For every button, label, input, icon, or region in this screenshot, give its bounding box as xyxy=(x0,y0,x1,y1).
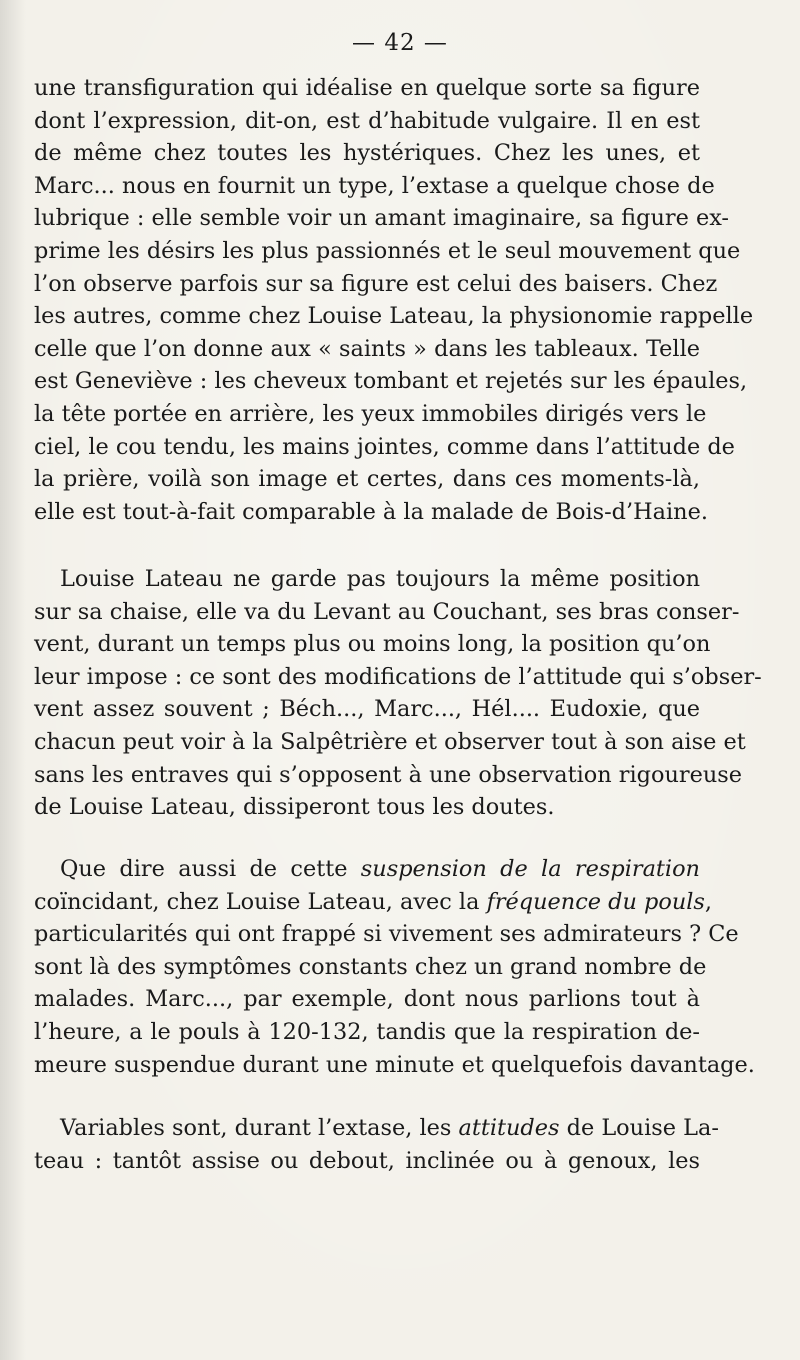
text-line: une transfiguration qui idéalise en quelque sorte sa figure xyxy=(34,75,700,101)
page-gutter-shadow xyxy=(0,0,26,1360)
text-line: prime les désirs les plus passionnés et le seul mouvement que xyxy=(34,237,741,264)
text-line: dont l’expression, dit-on, est d’habitude vulgaire. Il en est xyxy=(34,107,700,134)
text-line: vent assez souvent ; Béch..., Marc..., Hél.... Eudoxie, que xyxy=(34,696,700,723)
italic-phrase: attitudes xyxy=(458,1115,560,1141)
text-run: , xyxy=(704,888,713,915)
text-line: elle est tout-à-fait comparable à la malade de Bois-d’Haine. xyxy=(34,498,708,525)
text-line: meure suspendue durant une minute et quelquefois davantage. xyxy=(34,1051,755,1078)
text-line: leur impose : ce sont des modifications de l’attitude qui s’obser- xyxy=(34,663,762,690)
text-run: de Louise La- xyxy=(559,1115,719,1141)
text-line xyxy=(34,886,713,919)
text-line: sans les entraves qui s’opposent à une observation rigoureuse xyxy=(34,761,742,788)
text-line: est Geneviève : les cheveux tombant et rejetés sur les épaules, xyxy=(34,368,748,395)
text-line: la tête portée en arrière, les yeux immobiles dirigés vers le xyxy=(34,400,707,427)
text-line: sont là des symptômes constants chez un grand nombre de xyxy=(34,953,707,980)
italic-phrase: suspension de la respiration xyxy=(360,856,700,882)
paragraph-1 xyxy=(34,72,754,528)
text-line: l’heure, a le pouls à 120-132, tandis que la respiration de- xyxy=(34,1018,700,1045)
text-line: de même chez toutes les hystériques. Chez les unes, et xyxy=(34,140,700,167)
text-run: Que dire aussi de cette xyxy=(60,856,361,882)
paragraph-3 xyxy=(34,853,755,1081)
text-line: sur sa chaise, elle va du Levant au Couchant, ses bras conser- xyxy=(34,598,740,625)
text-line: chacun peut voir à la Salpêtrière et observer tout à son aise et xyxy=(34,728,746,755)
italic-phrase: fréquence du pouls xyxy=(486,888,705,915)
text-line: Marc... nous en fournit un type, l’extase a quelque chose de xyxy=(34,172,715,199)
text-line: vent, durant un temps plus ou moins long, la position qu’on xyxy=(34,631,711,658)
text-line: lubrique : elle semble voir un amant imaginaire, sa figure ex- xyxy=(34,205,729,232)
text-run: Variables sont, durant l’extase, les xyxy=(60,1115,459,1141)
text-line: particularités qui ont frappé si vivement ses admirateurs ? Ce xyxy=(34,921,739,948)
text-line: malades. Marc..., par exemple, dont nous parlions tout à xyxy=(34,986,700,1013)
paragraph-2 xyxy=(34,563,762,824)
page-number: — 42 — xyxy=(352,30,448,56)
text-line xyxy=(34,1112,719,1145)
text-run: coïncidant, chez Louise Lateau, avec la xyxy=(34,888,487,915)
text-line: celle que l’on donne aux « saints » dans les tableaux. Telle xyxy=(34,335,700,362)
text-line: teau : tantôt assise ou debout, inclinée ou à genoux, les xyxy=(34,1147,700,1174)
text-line: Louise Lateau ne garde pas toujours la même position xyxy=(60,566,700,592)
paragraph-4 xyxy=(34,1112,719,1177)
text-line: ciel, le cou tendu, les mains jointes, comme dans l’attitude de xyxy=(34,433,735,460)
text-line: la prière, voilà son image et certes, dans ces moments-là, xyxy=(34,466,700,493)
text-line: l’on observe parfois sur sa figure est celui des baisers. Chez xyxy=(34,270,718,297)
text-line xyxy=(34,853,700,886)
text-line: de Louise Lateau, dissiperont tous les doutes. xyxy=(34,794,555,821)
text-line: les autres, comme chez Louise Lateau, la physionomie rappelle xyxy=(34,303,754,330)
